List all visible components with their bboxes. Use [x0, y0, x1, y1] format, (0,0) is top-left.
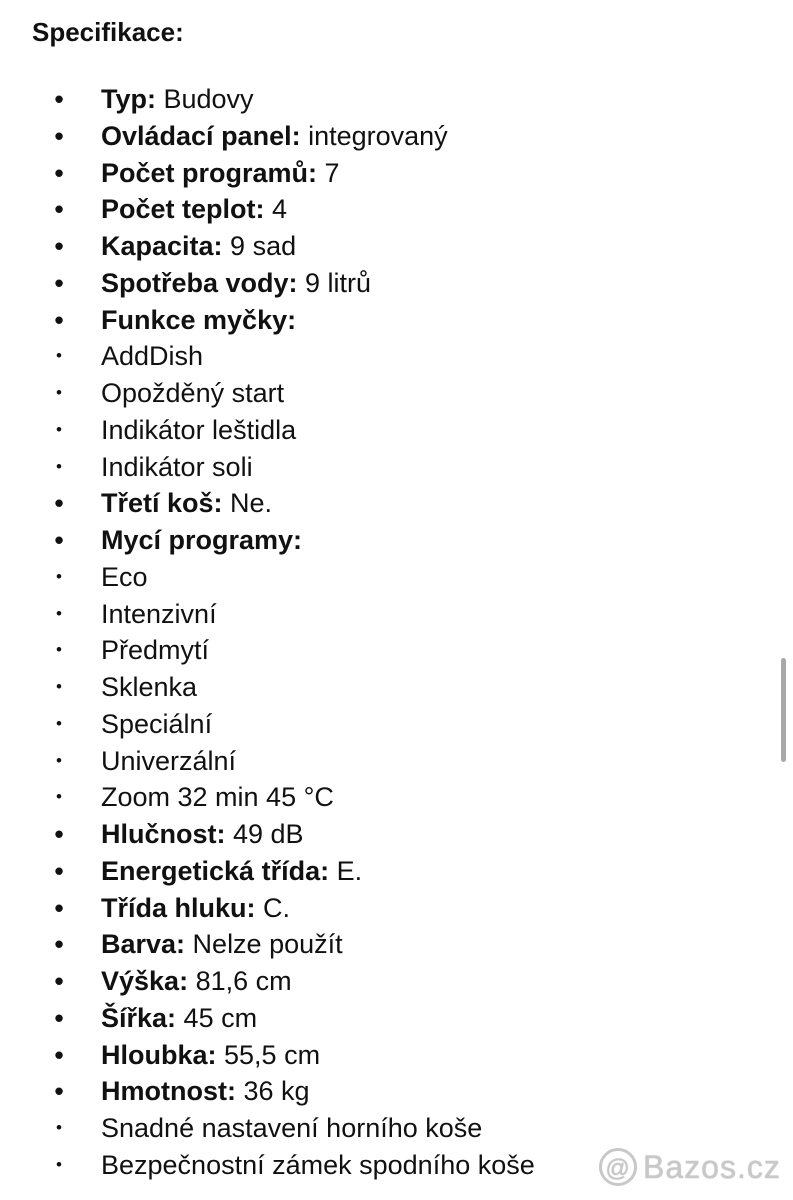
spec-text	[101, 81, 254, 118]
spec-item	[0, 155, 793, 192]
spec-value: Budovy	[156, 84, 254, 114]
bullet-icon: •	[56, 456, 62, 476]
bullet-icon: •	[56, 383, 62, 402]
bullet-icon: •	[56, 419, 62, 439]
spec-value: 45 cm	[176, 1002, 258, 1033]
spec-item	[0, 669, 793, 706]
bullet-icon: •	[54, 304, 64, 335]
spec-value: Indikátor soli	[101, 451, 253, 482]
spec-value: E.	[329, 855, 363, 886]
spec-text	[101, 1000, 257, 1037]
spec-text	[101, 632, 209, 669]
spec-text	[101, 265, 371, 302]
spec-item	[0, 596, 793, 633]
spec-value: Nelze použít	[185, 929, 343, 960]
scrollbar-thumb[interactable]	[781, 658, 786, 762]
spec-value: integrovaný	[300, 120, 448, 151]
spec-item	[0, 522, 793, 559]
spec-text	[101, 449, 253, 486]
spec-text	[101, 559, 148, 596]
spec-text	[101, 191, 287, 228]
spec-label: Spotřeba vody:	[101, 267, 298, 298]
spec-label: Typ:	[101, 84, 156, 114]
spec-value: Sklenka	[101, 672, 198, 702]
bullet-icon: •	[56, 566, 62, 586]
bullet-icon: •	[54, 966, 64, 996]
bullet-icon: •	[54, 84, 64, 114]
spec-item	[0, 743, 793, 780]
bullet-icon: •	[56, 346, 62, 366]
spec-value: Speciální	[101, 708, 213, 739]
spec-label: Hmotnost:	[101, 1076, 236, 1107]
spec-label: Hlučnost:	[101, 819, 226, 849]
spec-label: Funkce myčky:	[101, 304, 297, 335]
bullet-icon: •	[56, 750, 62, 770]
spec-text	[101, 1073, 310, 1110]
spec-label: Třetí koš:	[101, 488, 223, 519]
spec-item	[0, 1037, 793, 1074]
spec-value: 7	[317, 157, 340, 188]
spec-value: 55,5 cm	[216, 1039, 321, 1070]
spec-item	[0, 485, 793, 522]
spec-list	[0, 81, 793, 1184]
spec-text	[101, 228, 296, 265]
spec-item	[0, 853, 793, 890]
bullet-icon: •	[54, 929, 64, 960]
spec-label: Energetická třída:	[101, 855, 330, 886]
spec-text	[101, 485, 272, 522]
spec-text	[101, 963, 292, 1000]
spec-item	[0, 375, 793, 412]
spec-text	[101, 743, 236, 780]
bullet-icon: •	[56, 787, 62, 807]
spec-text	[101, 669, 197, 706]
bullet-icon: •	[54, 525, 64, 555]
spec-value: 49 dB	[225, 819, 304, 849]
spec-item	[0, 449, 793, 486]
bullet-icon: •	[56, 640, 62, 660]
bullet-icon: •	[54, 267, 64, 298]
spec-item	[0, 228, 793, 265]
spec-item	[0, 779, 793, 816]
bullet-icon: •	[54, 1039, 64, 1070]
spec-value: Opožděný start	[101, 378, 285, 408]
spec-label: Šířka:	[101, 1002, 177, 1033]
spec-value: Bezpečnostní zámek spodního koše	[101, 1149, 535, 1180]
bullet-icon: •	[54, 1002, 64, 1033]
spec-text	[101, 1037, 320, 1074]
spec-value: 36 kg	[235, 1076, 310, 1107]
spec-text	[101, 1110, 482, 1147]
spec-value: Snadné nastavení horního koše	[101, 1113, 483, 1143]
spec-value: Ne.	[222, 488, 273, 519]
spec-item	[0, 118, 793, 155]
spec-value: Indikátor leštidla	[101, 414, 297, 445]
spec-item	[0, 632, 793, 669]
spec-text	[101, 1147, 535, 1184]
bazos-watermark	[599, 1142, 789, 1192]
spec-text	[101, 118, 448, 155]
spec-item	[0, 963, 793, 1000]
bullet-icon: •	[54, 819, 64, 849]
spec-text	[101, 375, 284, 412]
bullet-icon: •	[56, 677, 62, 696]
at-sign-logo-icon: @	[599, 1148, 637, 1186]
page-heading: Specifikace:	[32, 17, 184, 47]
spec-value: Eco	[101, 561, 148, 592]
spec-value: Intenzivní	[101, 598, 217, 629]
spec-text	[101, 706, 212, 743]
spec-item	[0, 412, 793, 449]
spec-item	[0, 926, 793, 963]
spec-label: Hloubka:	[101, 1039, 217, 1070]
spec-item	[0, 706, 793, 743]
bullet-icon: •	[54, 855, 64, 886]
spec-text	[101, 890, 290, 927]
bullet-icon: •	[56, 713, 62, 733]
spec-label: Výška:	[101, 966, 189, 996]
spec-item	[0, 559, 793, 596]
spec-value: 9 sad	[222, 231, 297, 261]
spec-text	[101, 926, 343, 963]
spec-value: 81,6 cm	[188, 966, 292, 996]
spec-item	[0, 338, 793, 375]
spec-item	[0, 302, 793, 339]
spec-item	[0, 890, 793, 927]
spec-text	[101, 155, 340, 192]
spec-item	[0, 1000, 793, 1037]
spec-value: C.	[255, 892, 291, 923]
bullet-icon: •	[56, 1118, 62, 1137]
bullet-icon: •	[54, 194, 64, 225]
bullet-icon: •	[54, 488, 64, 519]
spec-item	[0, 191, 793, 228]
spec-value: Předmytí	[101, 635, 210, 666]
spec-label: Ovládací panel:	[101, 120, 301, 151]
spec-item	[0, 81, 793, 118]
watermark-text: Bazos.cz	[643, 1148, 781, 1185]
spec-label: Barva:	[101, 929, 186, 960]
bullet-icon: •	[54, 120, 64, 151]
bullet-icon: •	[54, 157, 64, 188]
spec-value: Univerzální	[101, 745, 237, 776]
spec-text	[101, 853, 362, 890]
spec-text	[101, 779, 334, 816]
spec-text	[101, 338, 203, 375]
bullet-icon: •	[56, 1154, 62, 1174]
spec-text	[101, 816, 304, 853]
bullet-icon: •	[54, 892, 64, 923]
spec-text	[101, 596, 217, 633]
spec-value: 9 litrů	[297, 267, 372, 298]
bullet-icon: •	[54, 231, 64, 261]
spec-item	[0, 1073, 793, 1110]
spec-item	[0, 265, 793, 302]
spec-value: AddDish	[101, 341, 204, 372]
spec-text	[101, 412, 296, 449]
spec-label: Kapacita:	[101, 231, 223, 261]
spec-label: Mycí programy:	[101, 525, 303, 555]
bullet-icon: •	[56, 603, 62, 623]
spec-value: 4	[264, 194, 288, 225]
spec-value: Zoom 32 min 45 °C	[101, 782, 334, 813]
spec-item	[0, 816, 793, 853]
spec-text	[101, 522, 302, 559]
bullet-icon: •	[54, 1076, 64, 1107]
spec-label: Počet programů:	[101, 157, 318, 188]
spec-text	[101, 302, 296, 339]
spec-label: Počet teplot:	[101, 194, 265, 225]
spec-label: Třída hluku:	[101, 892, 256, 923]
